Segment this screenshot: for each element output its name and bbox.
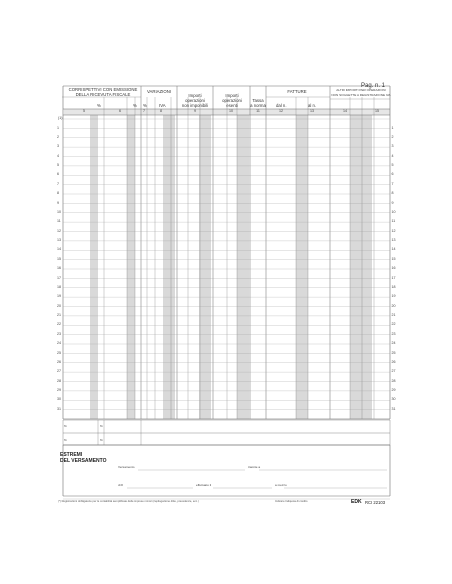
header-corrispettivi-2: DELLA RICEVUTA FISCALE [75,92,131,97]
column-number-13: 13 [310,109,314,113]
row-number-right: 9 [391,200,394,205]
header-altri-importi-2: NON SOGGETTE A REGISTRAZIONE IVA [331,93,391,97]
row-number-right: 20 [391,303,396,308]
row-number-left: 19 [57,294,61,299]
shaded-column [237,115,249,419]
footer-note: (*) Registrazioni obbligatorie per le contabilità semplificate delle imprese minori (riepilogazione ditte, precedenze, ecc.) [58,500,199,503]
row-number-right: 2 [391,134,394,139]
row-number-left: 31 [57,406,61,411]
row-number-right: 18 [391,284,396,289]
column-number-5: 5 [83,109,85,113]
row-number-left: 4 [57,153,59,158]
shaded-column [163,115,175,419]
mezzo-label: a mezzo [275,483,287,487]
header-importi-esenti-1: Importi [225,93,239,98]
row-number-right: 3 [391,144,394,149]
row-number-left: 8 [57,191,59,196]
row-number-left: 21 [57,313,61,318]
row-number-left: 24 [57,341,61,346]
header-tassa-1: Tassa [252,98,264,103]
page-number: Pag. n. 1 [361,83,386,89]
header-al-n: al n. [308,103,317,108]
versamento-label: Versamento [118,465,135,469]
row-number-left: 29 [57,388,61,393]
row-number-left: 23 [57,331,61,336]
header-variazioni: VARIAZIONI [146,89,172,94]
shaded-column [296,115,308,419]
row-number-right: 15 [391,256,396,261]
row-number-left: 16 [57,266,61,271]
row-number-left: 30 [57,397,61,402]
header-importi-esenti-3: esenti [226,103,238,108]
row-number-left: 14 [57,247,61,252]
header-importi-non-imponibili-2: operazioni [185,98,205,103]
row-number-left: 25 [57,350,61,355]
shaded-column [127,115,135,419]
header-importi-non-imponibili-1: Importi [188,93,202,98]
footer-note-right: Indicare l'aliquota di credito [275,500,308,503]
form-code: RCI 22103 [365,499,386,505]
header-fatture: FATTURE [287,89,307,94]
row-number-right: 14 [391,247,396,252]
row-number-right: 16 [391,266,396,271]
column-number-10: 10 [229,109,233,113]
column-number-11: 11 [256,109,260,113]
row-number-right: 7 [391,181,394,186]
header-importi-non-imponibili-3: non imponibili [181,103,209,108]
column-number-7: 7 [143,109,145,113]
summary-row-1-pct-mid: % [100,424,103,428]
versamento-title-2: DEL VERSAMENTO [60,458,107,464]
row-number-right: 22 [391,322,396,327]
row-number-right: 24 [391,341,396,346]
column-number-6: 6 [119,109,121,113]
row-number-right: 28 [391,378,396,383]
header-pct-b: % [133,103,137,108]
row-number-left: 15 [57,256,61,261]
header-pct-a: % [97,103,101,108]
row-number-left: 2 [57,134,59,139]
row-number-right: 31 [391,406,396,411]
row-number-left: 3 [57,144,59,149]
row-number-right: 21 [391,313,396,318]
row-number-left: 28 [57,378,61,383]
summary-row-2-pct-mid: % [100,438,103,442]
header-iva: IVA [159,103,166,108]
header-pct-c: % [143,103,147,108]
row-number-left: 18 [57,284,61,289]
row-number-right: 10 [391,209,396,214]
row-number-right: 8 [391,191,394,196]
row-number-right: 6 [391,172,394,177]
header-tassa-2: a norma [250,103,266,108]
column-number-8: 8 [160,109,162,113]
versamento-title-1: ESTREMI [60,452,83,458]
header-altri-importi-1: ALTRI IMPORTI PER OPERAZIONI [336,88,386,92]
row-number-right: 25 [391,350,396,355]
header-corrispettivi-1: CORRISPETTIVI CON EMISSIONE [68,87,138,92]
row-number-right: 17 [391,275,396,280]
row-number-left: 20 [57,303,61,308]
row-number-right: 23 [391,331,396,336]
row-number-left: 12 [57,228,61,233]
column-number-12: 12 [279,109,283,113]
left-marker: (1) [58,116,63,120]
effettuato-label: effettuato il [196,483,212,487]
row-number-left: 22 [57,322,61,327]
row-number-right: 29 [391,388,396,393]
shaded-column [90,115,98,419]
shaded-column [199,115,211,419]
row-number-right: 4 [391,153,394,158]
row-number-right: 12 [391,228,396,233]
brand-logo: EDK [351,499,362,505]
row-number-left: 5 [57,163,59,168]
row-number-right: 27 [391,369,396,374]
row-number-left: 27 [57,369,61,374]
row-number-right: 26 [391,359,396,364]
tramite-label: tramite a [248,465,261,469]
column-number-9: 9 [194,109,196,113]
header-dal-n: dal n. [276,103,287,108]
column-number-14: 14 [343,109,347,113]
column-number-15: 15 [375,109,379,113]
row-number-right: 1 [391,125,394,130]
header-importi-esenti-2: operazioni [222,98,242,103]
row-number-left: 11 [57,219,61,224]
row-number-right: 5 [391,163,394,168]
row-number-right: 30 [391,397,396,402]
summary-row-1-pct-left: % [64,424,67,428]
row-number-left: 7 [57,181,59,186]
row-number-left: 1 [57,125,59,130]
row-number-left: 26 [57,359,61,364]
shaded-column [362,115,372,419]
row-number-right: 19 [391,294,396,299]
row-number-left: 10 [57,209,61,214]
shaded-column [350,115,362,419]
row-number-left: 13 [57,238,61,243]
amount-label: di € [118,483,123,487]
row-number-left: 17 [57,275,61,280]
row-number-left: 9 [57,200,59,205]
row-number-left: 6 [57,172,59,177]
row-number-right: 11 [391,219,396,224]
row-number-right: 13 [391,238,396,243]
summary-row-2-pct-left: % [64,438,67,442]
